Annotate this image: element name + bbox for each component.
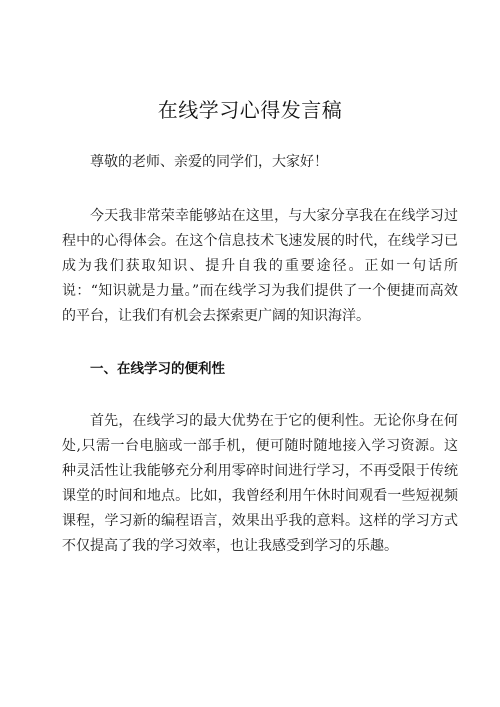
- convenience-paragraph: 首先，在线学习的最大优势在于它的便利性。无论你身在何处,只需一台电脑或一部手机，便可随时随地接入学习资源。这种灵活性让我能够充分利用零碎时间进行学习，不再受限于传统课堂的时间和地点。比如，我曾经利用午休时间观看一些短视频课程，学习新的编程语言，效果出乎我的意料。这样的学习方式不仅提高了我的学习效率，也让我感受到学习的乐趣。: [62, 413, 458, 554]
- document-title: 在线学习心得发言稿: [157, 98, 343, 122]
- section-heading: 一、在线学习的便利性: [90, 361, 225, 377]
- intro-paragraph: 今天我非常荣幸能够站在这里，与大家分享我在在线学习过程中的心得体会。在这个信息技术飞速发展的时代，在线学习已成为我们获取知识、提升自我的重要途径。正如一句话所说：“知识就是力量。”而在线学习为我们提供了一个便捷而高效的平台，让我们有机会去探索更广阔的知识海洋。: [62, 208, 458, 324]
- greeting-paragraph: 尊敬的老师、亲爱的同学们，大家好！: [90, 154, 328, 170]
